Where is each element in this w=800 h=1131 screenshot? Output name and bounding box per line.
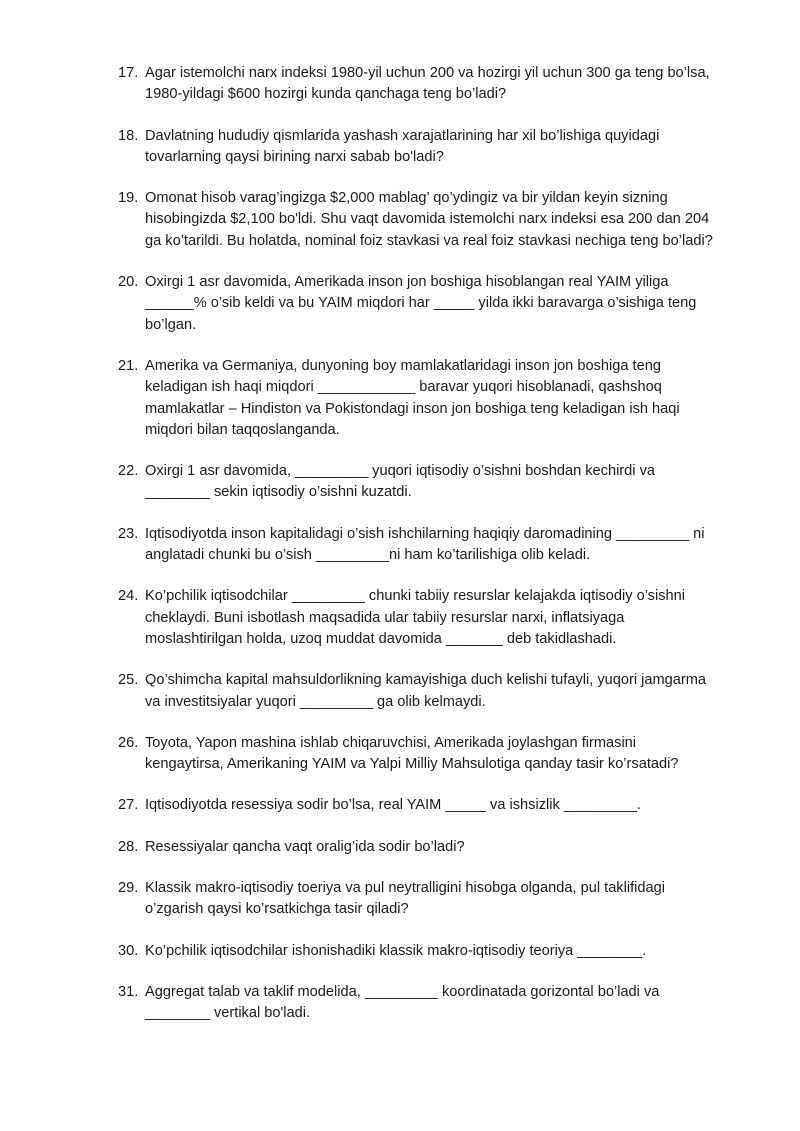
question-text: Omonat hisob varag’ingizga $2,000 mablag’ qo’ydingiz va bir yildan keyin sizning hisobingizda $2,100 bo'ldi. Shu vaqt davomida istemolchi narx indeksi esa 200 dan 204 ga ko’tarildi. Bu holatda, nominal foiz stavkasi va real foiz stavkasi nechiga teng bo’ladi? bbox=[145, 190, 713, 249]
question-number: 24. bbox=[118, 588, 139, 605]
question-number: 29. bbox=[118, 880, 139, 897]
question-number: 20. bbox=[118, 274, 139, 291]
question-number: 18. bbox=[118, 127, 139, 144]
question-23 bbox=[118, 524, 718, 567]
question-19 bbox=[118, 188, 718, 252]
question-list bbox=[118, 63, 718, 1045]
question-18 bbox=[118, 126, 718, 169]
question-30 bbox=[118, 941, 718, 962]
question-text: Oxirgi 1 asr davomida, Amerikada inson jon boshiga hisoblangan real YAIM yiliga ______% o’sib keldi va bu YAIM miqdori har _____ yilda ikki baravarga o’sishiga teng bo’lgan. bbox=[145, 274, 697, 333]
question-number: 21. bbox=[118, 357, 139, 374]
question-number: 31. bbox=[118, 983, 139, 1000]
question-number: 19. bbox=[118, 190, 139, 207]
question-text: Qo’shimcha kapital mahsuldorlikning kamayishiga duch kelishi tufayli, yuqori jamgarma va investitsiyalar yuqori _________ ga olib kelmaydi. bbox=[145, 672, 707, 710]
question-number: 26. bbox=[118, 734, 139, 751]
question-29 bbox=[118, 878, 718, 921]
question-20 bbox=[118, 272, 718, 336]
question-text: Iqtisodiyotda inson kapitalidagi o’sish ishchilarning haqiqiy daromadining _________ ni anglatadi chunki bu o’sish _________ni ham ko’tarilishiga olib keladi. bbox=[145, 525, 705, 564]
question-text: Resessiyalar qancha vaqt oralig’ida sodir bo’ladi? bbox=[145, 838, 465, 855]
question-27 bbox=[118, 795, 718, 816]
question-text: Aggregat talab va taklif modelida, _________ koordinatada gorizontal bo’ladi va ________ vertikal bo'ladi. bbox=[145, 983, 660, 1022]
question-text: Iqtisodiyotda resessiya sodir bo’lsa, real YAIM _____ va ishsizlik _________. bbox=[145, 797, 641, 814]
question-number: 17. bbox=[118, 65, 139, 81]
question-text: Toyota, Yapon mashina ishlab chiqaruvchisi, Amerikada joylashgan firmasini kengaytirsa, Amerikaning YAIM va Yalpi Milliy Mahsulotiga qanday tasir ko’rsatadi? bbox=[145, 734, 679, 773]
question-24 bbox=[118, 586, 718, 650]
question-text: Ko’pchilik iqtisodchilar _________ chunki tabiiy resurslar kelajakda iqtisodiy o’sishni cheklaydi. Buni isbotlash maqsadida ular tabiiy resurslar narxi, inflatsiyaga moslashtirilgan holda, uzoq muddat davomida _______ deb takidlashadi. bbox=[145, 588, 685, 647]
question-number: 22. bbox=[118, 463, 139, 480]
question-text: Davlatning hududiy qismlarida yashash xarajatlarining har xil bo’lishiga quyidagi tovarlarning qaysi birining narxi sabab bo'ladi? bbox=[145, 127, 660, 165]
question-number: 25. bbox=[118, 672, 139, 689]
question-25 bbox=[118, 670, 718, 713]
question-28 bbox=[118, 837, 718, 858]
question-26 bbox=[118, 733, 718, 776]
question-text: Agar istemolchi narx indeksi 1980-yil uchun 200 va hozirgi yil uchun 300 ga teng bo’lsa, 1980-yildagi $600 hozirgi kunda qanchaga teng bo’ladi? bbox=[145, 65, 710, 103]
question-number: 30. bbox=[118, 942, 139, 959]
question-number: 27. bbox=[118, 797, 139, 814]
question-22 bbox=[118, 461, 718, 504]
question-21 bbox=[118, 356, 718, 441]
question-text: Klassik makro-iqtisodiy toeriya va pul neytralligini hisobga olganda, pul taklifidagi o’zgarish qaysi ko’rsatkichga tasir qiladi? bbox=[145, 880, 665, 918]
question-text: Amerika va Germaniya, dunyoning boy mamlakatlaridagi inson jon boshiga teng keladigan ish haqi miqdori ____________ baravar yuqori hisoblanadi, qashshoq mamlakatlar – Hindiston va Pokistondagi inson jon boshiga teng keladigan ish haqi miqdori bilan taqqoslanganda. bbox=[145, 357, 680, 438]
question-31 bbox=[118, 982, 718, 1025]
question-text: Ko’pchilik iqtisodchilar ishonishadiki klassik makro-iqtisodiy teoriya ________. bbox=[145, 942, 647, 959]
question-number: 23. bbox=[118, 525, 139, 542]
question-number: 28. bbox=[118, 838, 139, 855]
question-17 bbox=[118, 63, 718, 106]
question-text: Oxirgi 1 asr davomida, _________ yuqori iqtisodiy o’sishni boshdan kechirdi va ________ sekin iqtisodiy o’sishni kuzatdi. bbox=[145, 463, 655, 501]
